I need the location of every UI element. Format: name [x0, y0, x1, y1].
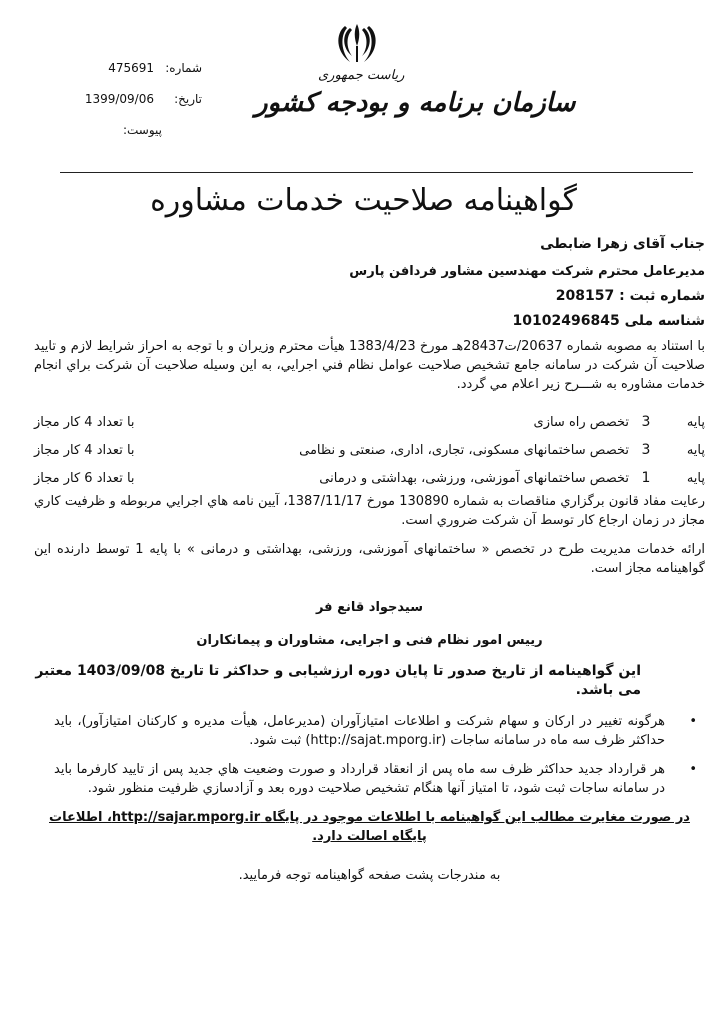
- grade-count: با تعداد 4 کار مجاز: [34, 414, 135, 430]
- notes-list: [34, 712, 705, 798]
- validity-statement: این گواهینامه از تاریخ صدور تا پایان دوره ارزشیابی و حداکثر تا تاریخ 1403/09/08 معتبر می باشد.: [35, 663, 641, 698]
- database-warning: در صورت مغايرت مطالب اين گواهينامه با اطلاعات موجود در پايگاه http://sajar.mporg.ir، اطلاعات پايگاه اصالت دارد.: [49, 810, 690, 844]
- header-divider: [60, 172, 693, 173]
- letter-meta: [62, 52, 202, 145]
- recipient-address: جناب آقای زهرا ضابطی: [540, 236, 705, 252]
- grade-label: پایه: [686, 470, 705, 486]
- list-item: [34, 760, 705, 798]
- registration-number: شماره ثبت : 208157: [555, 288, 705, 304]
- signer-name: سیدجواد قانع فر: [315, 600, 424, 615]
- grade-number: 1: [641, 469, 651, 486]
- grade-specialty: تخصص ساختمانهای مسکونی، تجاری، اداری، صنعتی و نظامی: [299, 442, 629, 458]
- attachment-row: [62, 114, 202, 145]
- grade-label: پایه: [686, 414, 705, 430]
- number-row: [62, 52, 202, 83]
- presidency-label: ریاست جمهوری: [318, 68, 405, 83]
- organization-name: سازمان برنامه و بودجه کشور: [255, 88, 576, 118]
- date-label: تاریخ:: [174, 91, 202, 106]
- national-id: شناسه ملی 10102496845: [512, 313, 705, 329]
- number-label: شماره:: [165, 60, 202, 75]
- bullet-icon: •: [689, 762, 697, 777]
- back-page-note: به مندرجات پشت صفحه گواهینامه توجه فرمایید.: [238, 868, 501, 883]
- grade-label: پایه: [686, 442, 705, 458]
- grade-row: [34, 408, 705, 436]
- attachment-label: پیوست:: [122, 122, 162, 137]
- grade-row: [34, 436, 705, 464]
- grade-specialty: تخصص راه سازی: [533, 414, 629, 430]
- project-management-paragraph: ارائه خدمات مدیریت طرح در تخصص « ساختمانهای آموزشی، ورزشی، بهداشتی و درمانی » با پایه 1 توسط دارنده این گواهینامه مجاز است.: [34, 542, 705, 576]
- grade-number: 3: [641, 413, 651, 430]
- grades-list: [34, 408, 705, 492]
- note-text: هر قرارداد جديد حداکثر ظرف سه ماه پس از انعقاد قرارداد و صورت وضعيت هاي جديد پس از تاييد کارفرما بايد در سامانه ساجات ثبت شود، تا امتياز آنها هنگام تشخيص صلاحيت دوره بعد و آزادسازي ظرفيت منظور شود.: [54, 762, 665, 796]
- iran-emblem-icon: [332, 20, 382, 68]
- recipient-manager: مدیرعامل محترم شرکت مهندسین مشاور فردافن پارس: [349, 264, 705, 279]
- grade-row: [34, 464, 705, 492]
- grade-number: 3: [641, 441, 651, 458]
- date-row: [62, 83, 202, 114]
- number-value: 475691: [108, 60, 154, 75]
- signer-title: رییس امور نظام فنی و اجرایی، مشاوران و پیمانکاران: [196, 633, 543, 648]
- grade-count: با تعداد 4 کار مجاز: [34, 442, 135, 458]
- bullet-icon: •: [689, 714, 697, 729]
- grade-specialty: تخصص ساختمانهای آموزشی، ورزشی، بهداشتی و درمانی: [319, 470, 629, 486]
- note-text: هرگونه تغيير در ارکان و سهام شرکت و اطلاعات امتيازآوران (مديرعامل، هيأت مديره و کارکنان امتيازآور)، بايد حداکثر ظرف سه ماه در سامانه ساجات (http://sajat.mporg.ir) ثبت شود.: [54, 714, 665, 748]
- date-value: 1399/09/06: [84, 91, 154, 106]
- certificate-body: [34, 235, 705, 885]
- tender-law-paragraph: رعايت مفاد قانون برگزاري مناقصات به شماره 130890 مورخ 1387/11/17، آيين نامه هاي اجرايي مربوطه و ظرفيت کاري مجاز در زمان ارجاع کار توسط آن شرکت ضروري است.: [34, 494, 705, 528]
- list-item: [34, 712, 705, 750]
- document-title: گواهینامه صلاحیت خدمات مشاوره: [150, 183, 577, 218]
- grade-count: با تعداد 6 کار مجاز: [34, 470, 135, 486]
- intro-paragraph: با استناد به مصوبه شماره 20637/ت28437هـ مورخ 1383/4/23 هيأت محترم وزيران و با توجه به احراز شرايط لازم و تاييد صلاحيت آن شرکت در سامانه جامع تشخيص صلاحيت عوامل نظام فني اجرايي، به اين وسيله صلاحيت آن شرکت براي انجام خدمات مشاوره به شـــرح زير اعلام مي گردد.: [34, 339, 705, 392]
